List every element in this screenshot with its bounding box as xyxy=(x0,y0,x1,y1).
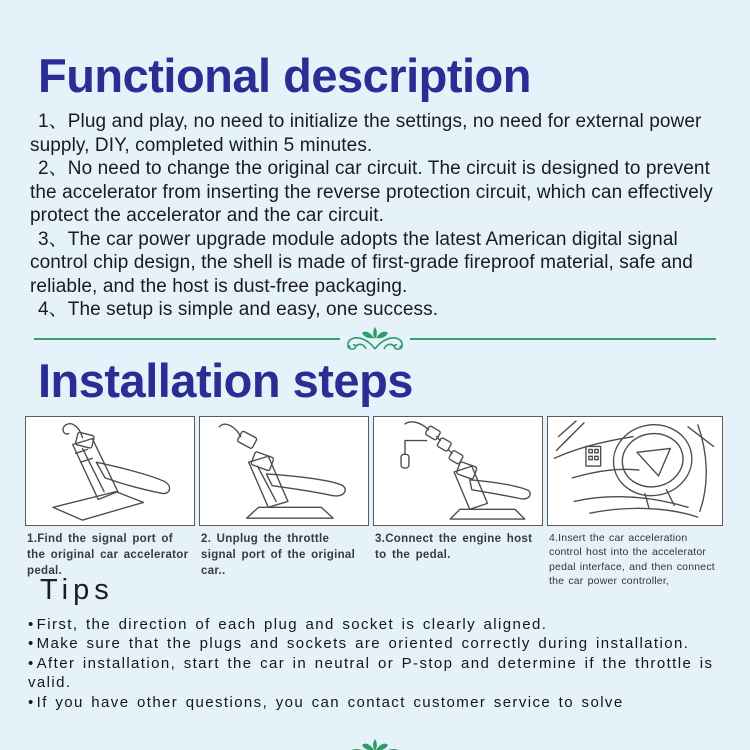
installation-step-4 xyxy=(547,416,723,589)
tip-item-text: If you have other questions, you can contact customer service to solve xyxy=(36,693,624,711)
divider-line-left xyxy=(34,338,340,340)
step-4-caption: 4.Insert the car acceleration control host into the accelerator pedal interface, and then connect the car power controller, xyxy=(549,531,715,587)
section-divider-top xyxy=(34,326,716,352)
functional-item-4: 4、The setup is simple and easy, one success. xyxy=(38,299,439,320)
step-1-pedal-illustration xyxy=(25,416,195,526)
step-1-caption: 1.Find the signal port of the original car accelerator pedal. xyxy=(27,532,189,577)
step-2-pedal-illustration xyxy=(199,416,369,526)
installation-steps-title: Installation steps xyxy=(38,353,413,407)
functional-item-3: 3、The car power upgrade module adopts the latest American digital signal control chip design, the shell is made of first-grade fireproof material, safe and reliable, and the host is dust-free packaging. xyxy=(30,228,693,297)
functional-item-1: 1、Plug and play, no need to initialize the settings, no need for external power supply, DIY, completed within 5 minutes. xyxy=(30,111,702,156)
tip-item-text: Make sure that the plugs and sockets are oriented correctly during installation. xyxy=(36,635,690,652)
section-divider-bottom xyxy=(34,738,716,750)
bullet-icon: • xyxy=(28,654,35,672)
installation-steps-row xyxy=(0,416,750,589)
functional-description-list xyxy=(30,110,720,322)
step-2-caption: 2. Unplug the throttle signal port of the original car.. xyxy=(201,532,356,577)
tip-item-4 xyxy=(28,693,730,713)
installation-step-2 xyxy=(199,416,369,579)
bullet-icon: • xyxy=(28,693,35,711)
bullet-icon: • xyxy=(28,615,35,633)
flourish-ornament-icon xyxy=(342,326,408,352)
tips-title: Tips xyxy=(40,573,114,606)
functional-description-title: Functional description xyxy=(38,49,531,102)
tip-item-text: First, the direction of each plug and socket is clearly aligned. xyxy=(36,615,548,633)
bullet-icon: • xyxy=(28,635,35,652)
step-3-caption: 3.Connect the engine host to the pedal. xyxy=(375,532,533,561)
installation-step-3 xyxy=(373,416,543,563)
installation-step-1 xyxy=(25,416,195,579)
tip-item-text: After installation, start the car in neutral or P-stop and determine if the throttle is valid. xyxy=(28,654,714,691)
tip-item-2 xyxy=(28,634,730,654)
flourish-ornament-icon xyxy=(342,738,408,750)
tip-item-1 xyxy=(28,615,730,635)
functional-item-2: 2、No need to change the original car circuit. The circuit is designed to prevent the accelerator from inserting the reverse protection circuit, which can effectively protect the accelerator and the car circuit. xyxy=(30,158,713,226)
tips-list xyxy=(28,615,730,713)
step-4-dashboard-illustration xyxy=(547,416,723,526)
divider-line-right xyxy=(410,338,716,340)
tip-item-3 xyxy=(28,654,730,693)
step-3-pedal-illustration xyxy=(373,416,543,526)
